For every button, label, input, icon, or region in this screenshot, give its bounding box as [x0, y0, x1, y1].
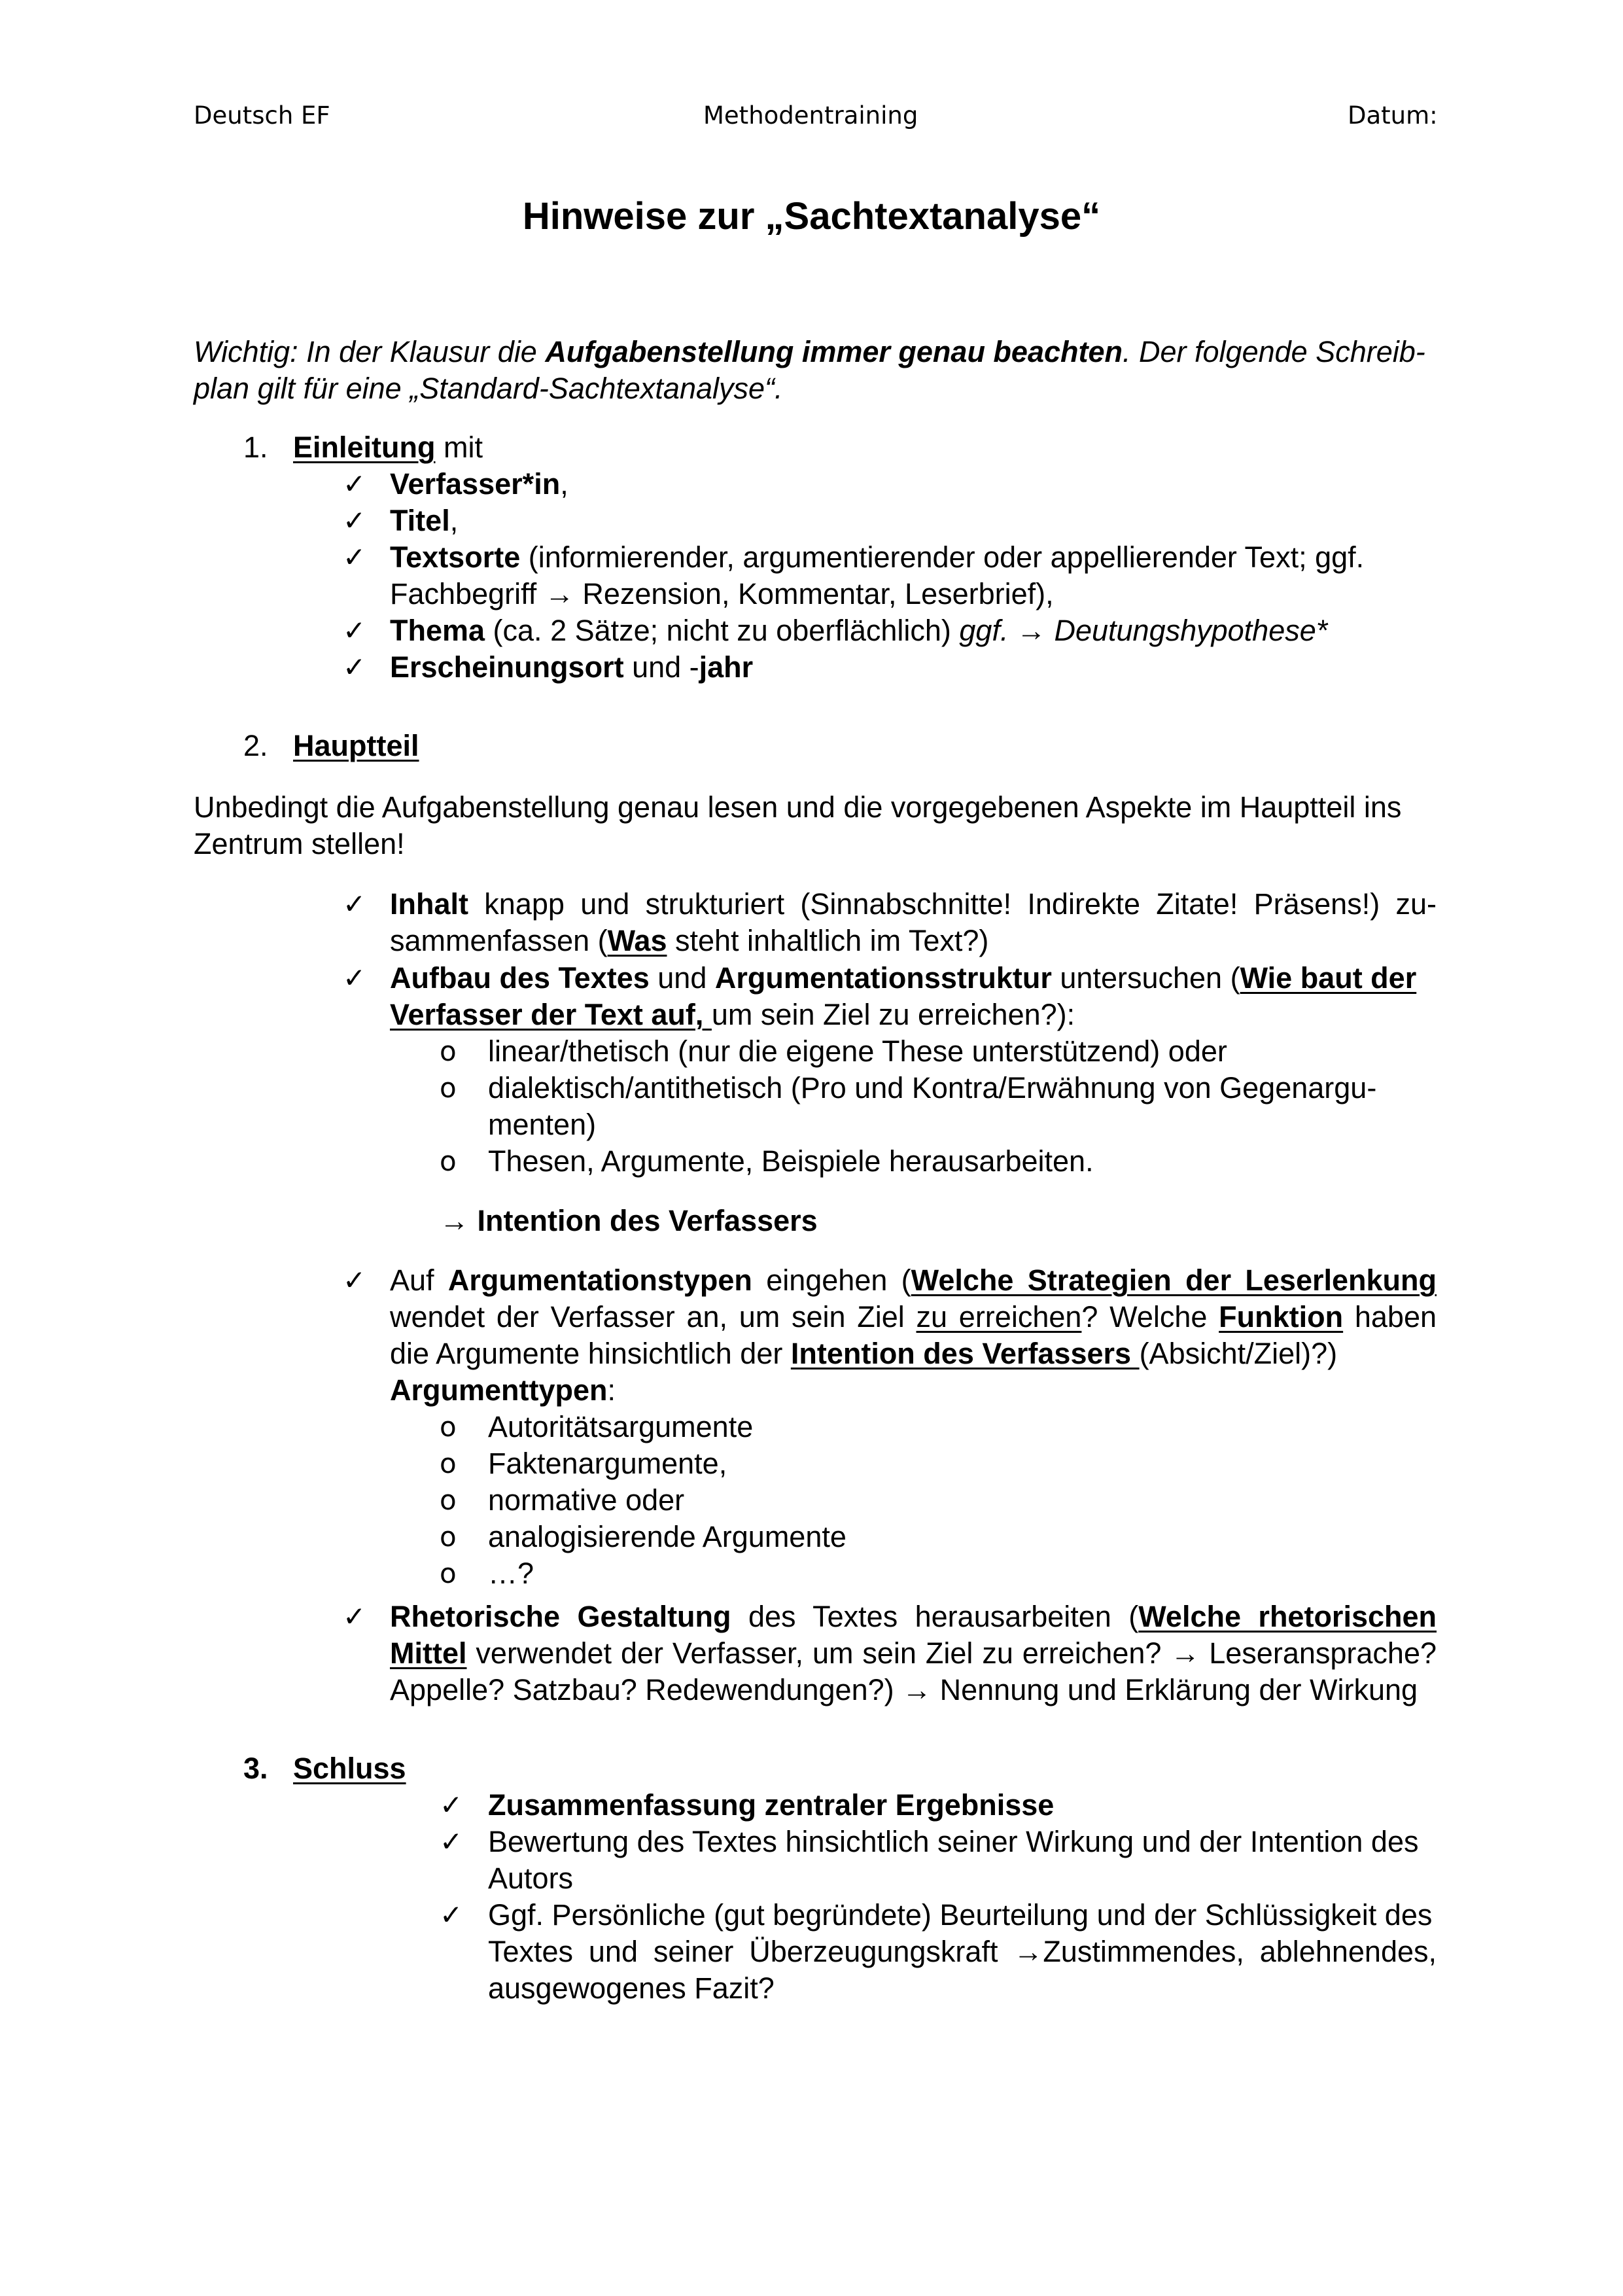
item-italic: ggf.: [959, 614, 1017, 647]
intro-line-2: plan gilt für eine „Standard-Sachtextanalyse“.: [194, 372, 783, 405]
item-text: wendet der Verfasser an, um sein Ziel: [390, 1300, 916, 1333]
section-heading-text: Einleitung: [293, 431, 436, 464]
check-icon: ✓: [440, 1789, 463, 1821]
item-text: ,: [560, 467, 568, 501]
circle-bullet-icon: o: [440, 1072, 457, 1104]
sub-item: …?: [488, 1557, 534, 1590]
item-keyword: Argumentationstypen: [447, 1263, 752, 1297]
item-text: die Argumente hinsichtlich der: [390, 1337, 791, 1370]
item-text: des Textes herausarbeiten (: [731, 1600, 1139, 1633]
item-keyword: Erscheinungsort: [390, 650, 624, 684]
list-item-continuation: [390, 997, 1075, 1033]
list-item: [390, 503, 458, 539]
item-text: und: [649, 961, 715, 995]
item-keyword: Textsorte: [390, 540, 521, 574]
item-keyword: Rhetorische Gestaltung: [390, 1600, 731, 1633]
circle-bullet-icon: o: [440, 1411, 457, 1443]
sub-item: analogisierende Argumente: [488, 1520, 846, 1553]
list-item-continuation: [390, 1635, 1437, 1672]
item-text: (informierender, argumentierender oder appellierender Text; ggf.: [520, 540, 1365, 574]
list-item: Zusammenfassung zentraler Ergebnisse: [488, 1788, 1055, 1822]
arrow-icon: →: [1016, 614, 1046, 647]
check-icon: ✓: [440, 1899, 463, 1931]
intention-line: [440, 1203, 818, 1239]
list-item-continuation: [390, 1372, 616, 1409]
check-icon: ✓: [343, 1600, 366, 1633]
list-item: Ggf. Persönliche (gut begründete) Beurteilung und der Schlüssigkeit des: [488, 1898, 1433, 1932]
check-icon: ✓: [343, 504, 366, 537]
circle-bullet-icon: o: [440, 1145, 457, 1177]
item-keyword: Aufbau des Textes: [390, 961, 650, 995]
circle-bullet-icon: o: [440, 1521, 457, 1553]
list-item: [390, 1598, 1437, 1635]
item-keyword: Thema: [390, 614, 485, 647]
list-item: [390, 466, 568, 503]
circle-bullet-icon: o: [440, 1557, 457, 1589]
arrow-icon: →: [1013, 1935, 1043, 1968]
sub-item: dialektisch/antithetisch (Pro und Kontra/Erwähnung von Gegenargu-: [488, 1071, 1377, 1104]
item-text: Leseransprache?: [1200, 1636, 1437, 1670]
list-item-continuation: [390, 576, 1054, 612]
section-heading-schluss: Schluss: [293, 1752, 406, 1785]
item-keyword: Titel: [390, 504, 450, 537]
list-item: [390, 612, 1327, 649]
item-underlined: zu erreichen: [916, 1300, 1082, 1333]
circle-bullet-icon: o: [440, 1447, 457, 1479]
check-icon: ✓: [343, 651, 366, 683]
item-text: Zustimmendes, ablehnendes,: [1043, 1935, 1437, 1968]
arrow-icon: →: [544, 577, 574, 610]
item-text: untersuchen (: [1051, 961, 1240, 995]
list-item-continuation: [390, 1299, 1437, 1335]
sub-item-continuation: menten): [488, 1108, 597, 1141]
check-icon: ✓: [343, 962, 366, 994]
list-item-continuation: ausgewogenes Fazit?: [488, 1971, 775, 2005]
sub-item: Autoritätsargumente: [488, 1410, 754, 1443]
check-icon: ✓: [343, 468, 366, 500]
item-text: Auf: [390, 1263, 448, 1297]
list-item: [390, 886, 1437, 923]
item-text: :: [607, 1373, 616, 1407]
item-keyword: Wie baut der: [1240, 961, 1417, 995]
check-icon: ✓: [343, 614, 366, 646]
sub-item: Faktenargumente,: [488, 1447, 727, 1480]
paragraph-line: Unbedingt die Aufgabenstellung genau lesen und die vorgegebenen Aspekte im Hauptteil ins: [194, 790, 1402, 824]
item-text: Appelle? Satzbau? Redewendungen?): [390, 1673, 903, 1706]
item-keyword: Argumentationsstruktur: [714, 961, 1052, 995]
list-item: [390, 649, 753, 686]
list-item-continuation: [390, 923, 988, 959]
item-keyword: Argumenttypen: [390, 1373, 608, 1407]
section-number: 2.: [243, 729, 268, 762]
item-text: um sein Ziel zu erreichen?):: [711, 998, 1075, 1031]
list-item-continuation: Autors: [488, 1862, 574, 1895]
circle-bullet-icon: o: [440, 1484, 457, 1516]
circle-bullet-icon: o: [440, 1035, 457, 1067]
item-text: Fachbegriff: [390, 577, 545, 610]
page-title: Hinweise zur „Sachtextanalyse“: [522, 195, 1101, 238]
item-keyword: Intention des Verfassers: [790, 1337, 1140, 1370]
item-keyword: Welche Strategien der Leserlenkung: [911, 1263, 1437, 1297]
item-italic: Deutungshypothese*: [1045, 614, 1328, 647]
item-keyword: Mittel: [390, 1636, 467, 1670]
section-heading-hauptteil: Hauptteil: [293, 729, 419, 762]
arrow-icon: →: [902, 1673, 932, 1706]
item-keyword: Verfasser der Text auf,: [390, 998, 712, 1031]
list-item-continuation: [390, 1672, 1418, 1708]
item-keyword: Verfasser*in: [390, 467, 561, 501]
header-topic: Methodentraining: [703, 101, 918, 130]
sub-item: normative oder: [488, 1483, 685, 1517]
check-icon: ✓: [343, 1264, 366, 1296]
list-item-continuation: [390, 1335, 1337, 1372]
intro-line-1: [194, 334, 1425, 370]
item-keyword: Inhalt: [390, 887, 468, 921]
section-heading-einleitung: [293, 429, 483, 466]
item-keyword: Funktion: [1219, 1300, 1344, 1333]
paragraph-line: Zentrum stellen!: [194, 827, 405, 860]
item-text: steht inhaltlich im Text?): [667, 924, 989, 957]
item-text: eingehen (: [752, 1263, 911, 1297]
heading-suffix: mit: [435, 431, 483, 464]
intention-text: Intention des Verfassers: [469, 1204, 818, 1237]
item-text: Nennung und Erklärung der Wirkung: [932, 1673, 1418, 1706]
item-keyword: Welche rhetorischen: [1138, 1600, 1437, 1633]
header-date: Datum:: [1348, 101, 1438, 130]
check-icon: ✓: [440, 1826, 463, 1858]
item-text: (Absicht/Ziel)?): [1139, 1337, 1338, 1370]
item-keyword: jahr: [699, 650, 754, 684]
item-text: Textes und seiner Überzeugungskraft: [488, 1935, 1014, 1968]
header-subject: Deutsch EF: [194, 101, 330, 130]
section-number: 3.: [243, 1752, 268, 1785]
section-number: 1.: [243, 431, 268, 464]
intro-emphasis: Aufgabenstellung immer genau beachten: [545, 335, 1123, 368]
item-text: haben: [1343, 1300, 1437, 1333]
item-keyword: Was: [607, 924, 667, 957]
item-text: ,: [449, 504, 459, 537]
item-text: ? Welche: [1081, 1300, 1219, 1333]
sub-item: Thesen, Argumente, Beispiele herausarbeiten.: [488, 1144, 1094, 1178]
item-text: und -: [623, 650, 699, 684]
list-item: [390, 1262, 1437, 1299]
list-item: Bewertung des Textes hinsichtlich seiner Wirkung und der Intention des: [488, 1825, 1419, 1858]
item-text: (ca. 2 Sätze; nicht zu oberflächlich): [485, 614, 960, 647]
item-text: knapp und strukturiert (Sinnabschnitte! Indirekte Zitate! Präsens!) zu-: [468, 887, 1437, 921]
list-item: [390, 960, 1416, 997]
list-item: [390, 539, 1364, 576]
item-text: sammenfassen (: [390, 924, 608, 957]
intro-text: Wichtig: In der Klausur die: [194, 335, 546, 368]
item-text: verwendet der Verfasser, um sein Ziel zu erreichen?: [466, 1636, 1171, 1670]
item-text: Rezension, Kommentar, Leserbrief),: [574, 577, 1054, 610]
arrow-icon: →: [440, 1204, 469, 1237]
arrow-icon: →: [1170, 1636, 1200, 1670]
intro-text: . Der folgende Schreib-: [1123, 335, 1425, 368]
check-icon: ✓: [343, 888, 366, 920]
check-icon: ✓: [343, 541, 366, 573]
sub-item: linear/thetisch (nur die eigene These unterstützend) oder: [488, 1034, 1227, 1068]
list-item-continuation: [488, 1934, 1437, 1970]
